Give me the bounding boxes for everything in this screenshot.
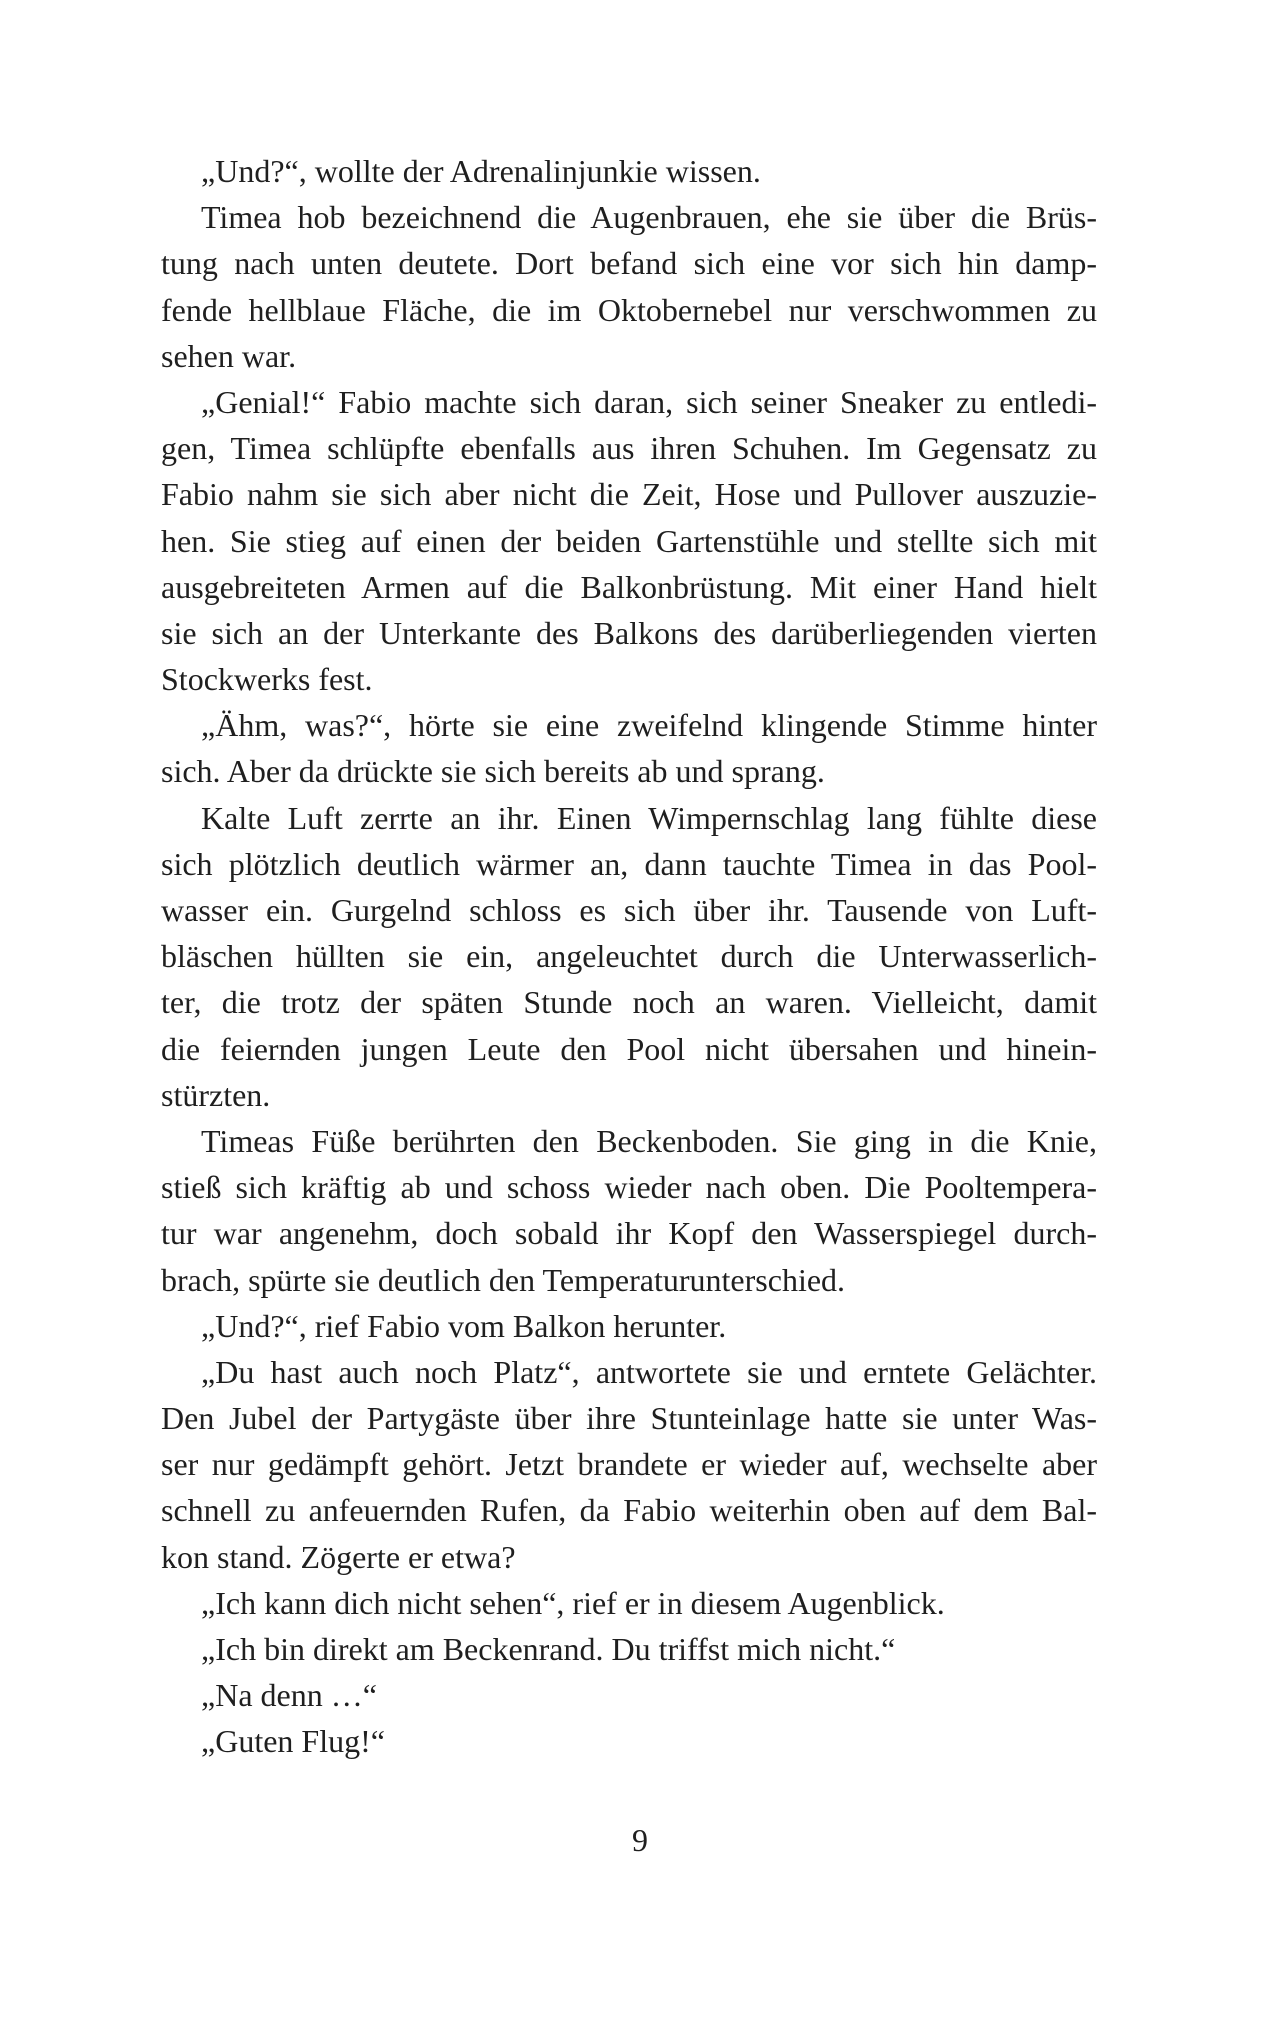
text-line: tung nach unten deutete. Dort befand sich eine vor sich hin damp- [161, 245, 1097, 282]
text-line: „Und?“, rief Fabio vom Balkon herunter. [201, 1307, 727, 1344]
text-line: schnell zu anfeuernden Rufen, da Fabio weiterhin oben auf dem Bal- [161, 1492, 1097, 1529]
text-line: kon stand. Zögerte er etwa? [161, 1538, 516, 1575]
text-line: „Du hast auch noch Platz“, antwortete sie und erntete Gelächter. [201, 1353, 1097, 1390]
text-line: sich plötzlich deutlich wärmer an, dann tauchte Timea in das Pool- [161, 845, 1097, 882]
text-line: „Ich kann dich nicht sehen“, rief er in diesem Augenblick. [201, 1584, 945, 1621]
text-line: die feiernden jungen Leute den Pool nicht übersahen und hinein- [161, 1030, 1097, 1067]
text-line: sich. Aber da drückte sie sich bereits ab und sprang. [161, 753, 825, 790]
text-line: ausgebreiteten Armen auf die Balkonbrüstung. Mit einer Hand hielt [161, 568, 1097, 605]
page-number: 9 [632, 1822, 648, 1858]
text-line: bläschen hüllten sie ein, angeleuchtet durch die Unterwasserlich- [161, 938, 1097, 975]
text-line: „Und?“, wollte der Adrenalinjunkie wissen. [201, 153, 761, 189]
text-line: Timea hob bezeichnend die Augenbrauen, ehe sie über die Brüs- [201, 199, 1097, 236]
text-line: Kalte Luft zerrte an ihr. Einen Wimpernschlag lang fühlte diese [201, 799, 1097, 836]
text-line: Fabio nahm sie sich aber nicht die Zeit, Hose und Pullover auszuzie- [161, 476, 1097, 513]
text-line: Timeas Füße berührten den Beckenboden. Sie ging in die Knie, [201, 1122, 1097, 1159]
text-line: „Genial!“ Fabio machte sich daran, sich seiner Sneaker zu entledi- [201, 383, 1097, 420]
text-line: brach, spürte sie deutlich den Temperaturunterschied. [161, 1261, 846, 1298]
body-text [161, 148, 1097, 1765]
text-line: Den Jubel der Partygäste über ihre Stunteinlage hatte sie unter Was- [161, 1400, 1097, 1437]
text-line: ser nur gedämpft gehört. Jetzt brandete er wieder auf, wechselte aber [161, 1446, 1097, 1483]
text-line: fende hellblaue Fläche, die im Oktobernebel nur verschwommen zu [161, 291, 1097, 328]
text-line: „Ähm, was?“, hörte sie eine zweifelnd klingende Stimme hinter [201, 707, 1097, 744]
text-line: stieß sich kräftig ab und schoss wieder nach oben. Die Pooltempera- [161, 1169, 1097, 1206]
text-line: wasser ein. Gurgelnd schloss es sich über ihr. Tausende von Luft- [161, 892, 1097, 928]
text-line: tur war angenehm, doch sobald ihr Kopf den Wasserspiegel durch- [161, 1215, 1097, 1252]
text-line: sie sich an der Unterkante des Balkons des darüberliegenden vierten [161, 614, 1097, 651]
text-line: hen. Sie stieg auf einen der beiden Gartenstühle und stellte sich mit [161, 522, 1097, 559]
text-line: „Ich bin direkt am Beckenrand. Du triffst mich nicht.“ [201, 1631, 896, 1667]
text-line: stürzten. [161, 1076, 271, 1113]
text-line: sehen war. [161, 337, 297, 374]
text-line: gen, Timea schlüpfte ebenfalls aus ihren Schuhen. Im Gegensatz zu [161, 430, 1097, 467]
text-line: ter, die trotz der späten Stunde noch an waren. Vielleicht, damit [161, 984, 1097, 1021]
text-line: Stockwerks fest. [161, 661, 373, 698]
text-line: „Guten Flug!“ [201, 1723, 385, 1760]
text-line: „Na denn …“ [201, 1677, 377, 1714]
